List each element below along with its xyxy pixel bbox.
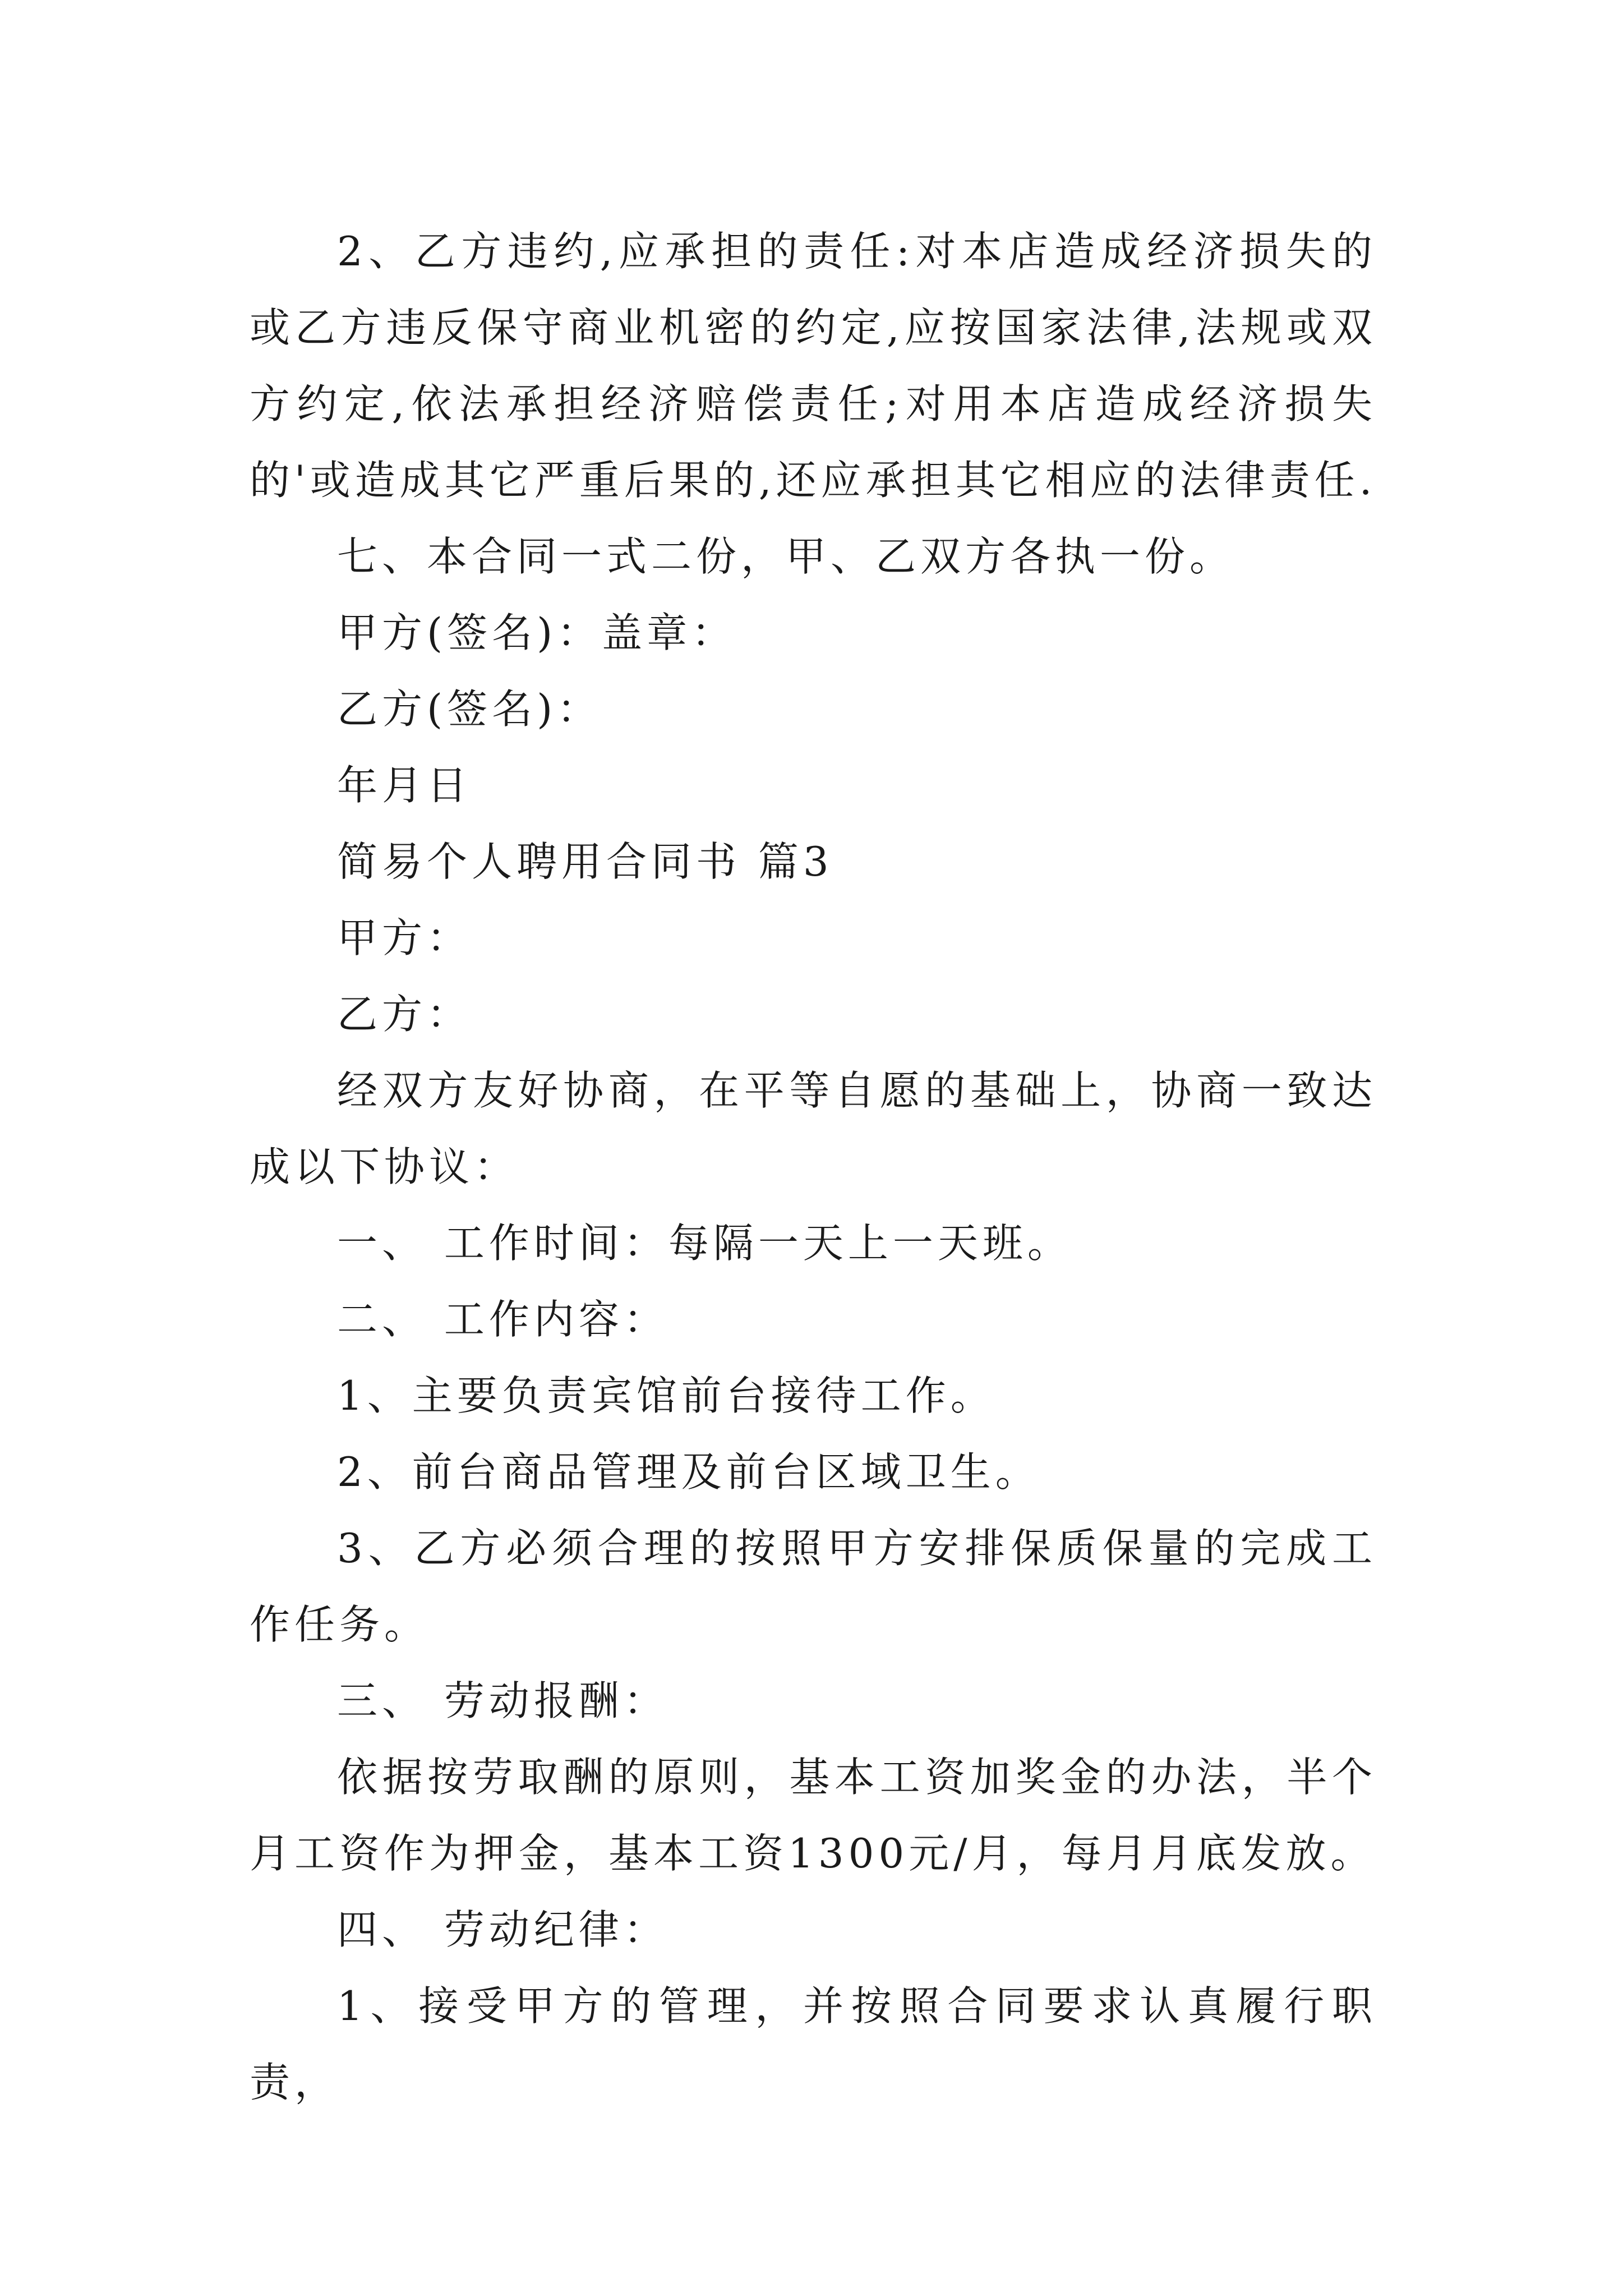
paragraph-agreement-intro: 经双方友好协商，在平等自愿的基础上，协商一致达成以下协议： xyxy=(250,1067,1377,1190)
paragraph-work-hours: 一、 工作时间：每隔一天上一天班。 xyxy=(337,1220,1072,1267)
section-title: 简易个人聘用合同书 篇3 xyxy=(337,838,833,885)
paragraph-party-b-signature: 乙方(签名)： xyxy=(337,685,602,733)
paragraph-duty-3: 3、乙方必须合理的按照甲方安排保质保量的完成工作任务。 xyxy=(250,1525,1377,1648)
paragraph-party-a-signature: 甲方(签名)：盖章： xyxy=(337,609,737,656)
paragraph-work-content-heading: 二、 工作内容： xyxy=(337,1296,668,1343)
paragraph-date-line: 年月日 xyxy=(337,762,472,809)
paragraph-party-a: 甲方： xyxy=(337,914,472,961)
paragraph-breach-liability: 2、乙方违约,应承担的责任:对本店造成经济损失的或乙方违反保守商业机密的约定,应按国家法律,法规或双方约定,依法承担经济赔偿责任;对用本店造成经济损失的'或造成其它严重后果的,还应承担其它相应的法律责任. xyxy=(250,228,1377,504)
paragraph-party-b: 乙方： xyxy=(337,991,472,1038)
paragraph-duty-1: 1、主要负责宾馆前台接待工作。 xyxy=(337,1372,995,1419)
document-body xyxy=(250,213,1377,2120)
paragraph-discipline-1: 1、接受甲方的管理，并按照合同要求认真履行职责， xyxy=(250,1982,1377,2106)
paragraph-duty-2: 2、前台商品管理及前台区域卫生。 xyxy=(337,1448,1040,1496)
paragraph-discipline-heading: 四、 劳动纪律： xyxy=(337,1906,668,1953)
paragraph-remuneration-heading: 三、 劳动报酬： xyxy=(337,1677,668,1724)
paragraph-remuneration-details: 依据按劳取酬的原则，基本工资加奖金的办法，半个月工资作为押金，基本工资1300元/月，每月月底发放。 xyxy=(250,1754,1377,1877)
paragraph-copies-clause: 七、本合同一式二份，甲、乙双方各执一份。 xyxy=(337,533,1235,580)
